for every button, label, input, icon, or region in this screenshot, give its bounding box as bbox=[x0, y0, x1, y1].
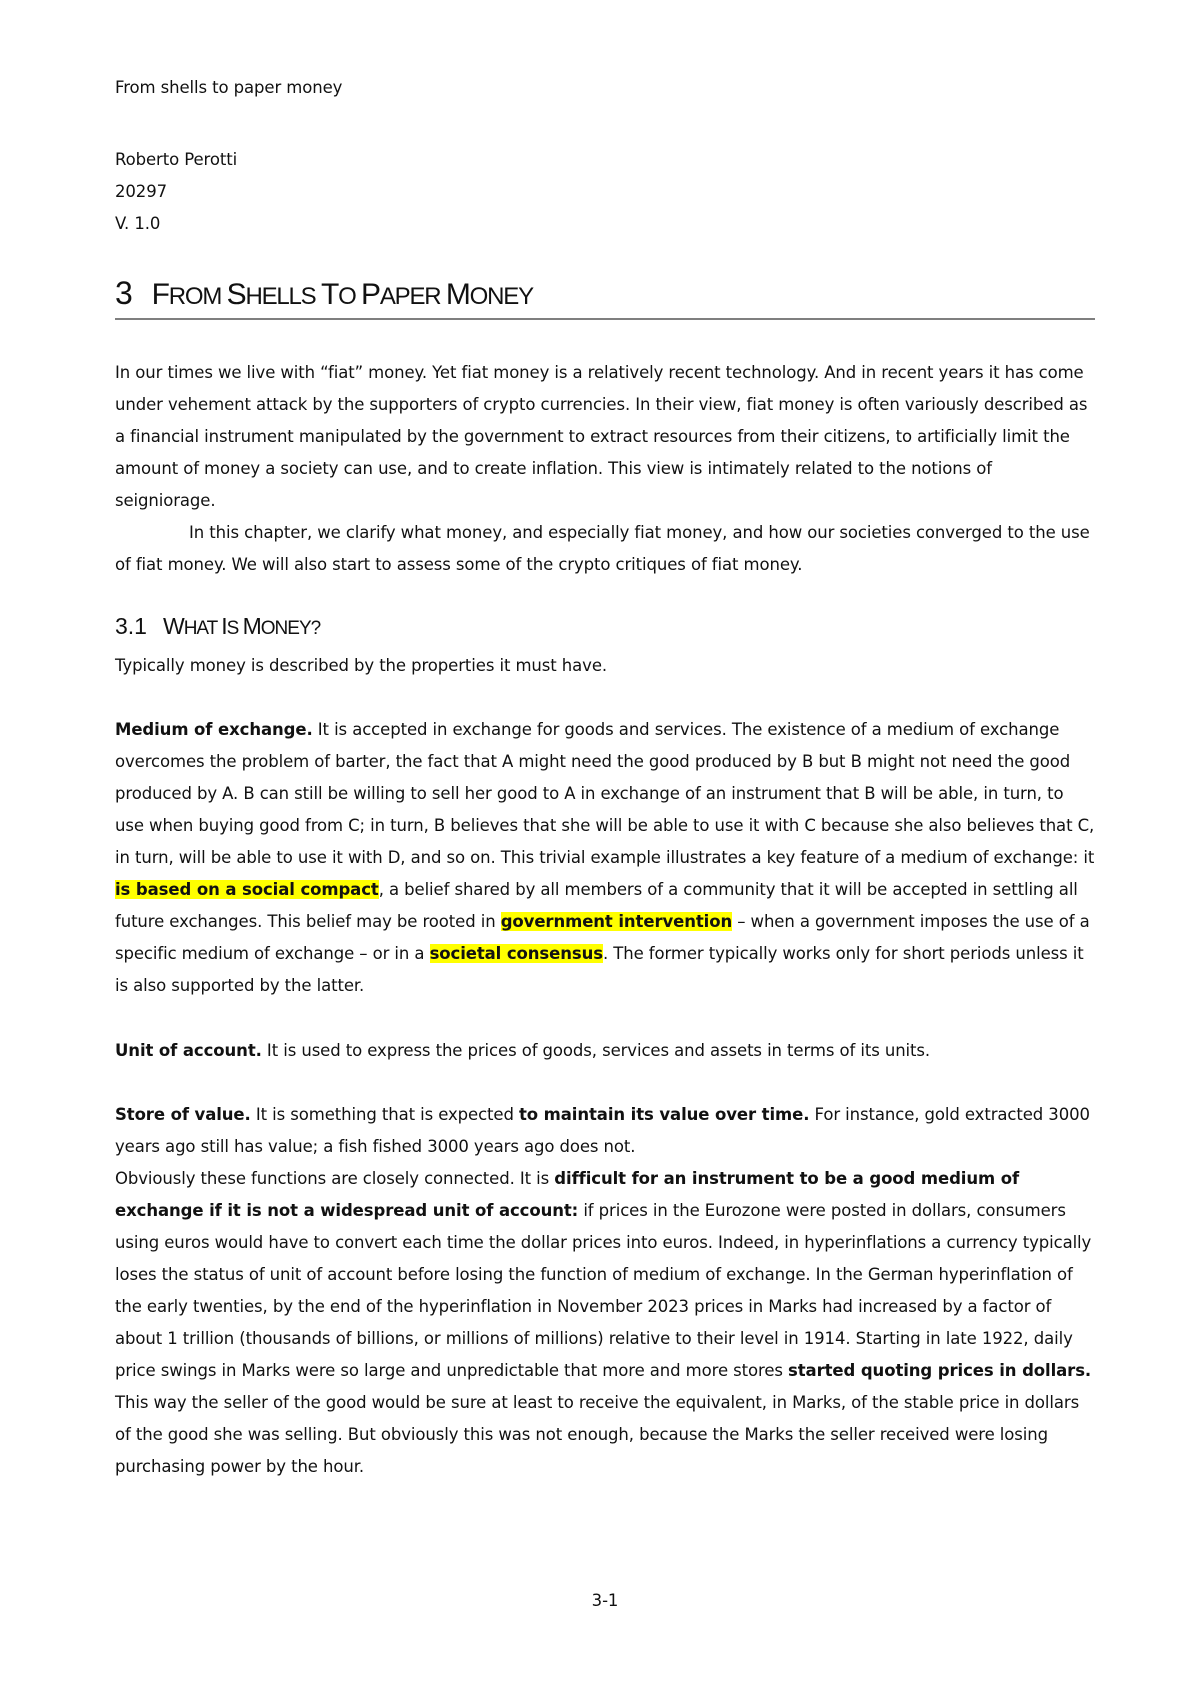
bold-phrase: difficult for an instrument to be a good medium of exchange if it is not a widespread unit of account: bbox=[115, 1169, 1020, 1220]
text-run: It is something that is expected bbox=[250, 1105, 519, 1124]
version-label: V. 1.0 bbox=[115, 214, 161, 233]
course-code: 20297 bbox=[115, 182, 167, 201]
text-run: Obviously these functions are closely connected. It is bbox=[115, 1169, 555, 1188]
highlight-government-intervention: government intervention bbox=[500, 912, 733, 931]
section-heading bbox=[115, 613, 320, 640]
intro-paragraph-1: In our times we live with “fiat” money. Yet fiat money is a relatively recent technology. And in recent years it has come under vehement attack by the supporters of crypto currencies. In their view, fiat money is often variously described as a financial instrument manipulated by the government to extract resources from their citizens, to artificially limit the amount of money a society can use, and to create inflation. This view is intimately related to the notions of seigniorage. bbox=[115, 363, 1088, 510]
bold-phrase: started quoting prices in dollars. bbox=[788, 1361, 1092, 1380]
running-header: From shells to paper money bbox=[115, 78, 343, 97]
section-number: 3.1 bbox=[115, 613, 147, 639]
author-name: Roberto Perotti bbox=[115, 150, 238, 169]
chapter-title: FROM SHELLS TO PAPER MONEY bbox=[151, 278, 533, 311]
unit-of-account-paragraph bbox=[115, 1035, 1095, 1067]
medium-of-exchange-term: Medium of exchange. bbox=[115, 720, 313, 739]
chapter-number: 3 bbox=[115, 275, 132, 311]
highlight-societal-consensus: societal consensus bbox=[429, 944, 603, 963]
store-of-value-paragraph bbox=[115, 1099, 1095, 1163]
functions-paragraph bbox=[115, 1163, 1095, 1483]
section-title: WHAT IS MONEY? bbox=[162, 613, 321, 639]
page-number: 3-1 bbox=[591, 1591, 619, 1610]
text-run: if prices in the Eurozone were posted in dollars, consumers using euros would have to convert each time the dollar prices into euros. Indeed, in hyperinflations a currency typically loses the status of unit of account before losing the function of medium of exchange. In the German hyperinflation of the early twenties, by the end of the hyperinflation in November 2023 prices in Marks had increased by a factor of about 1 trillion (thousands of billions, or millions of millions) relative to their level in 1914. Starting in late 1922, daily price swings in Marks were so large and unpredictable that more and more stores bbox=[115, 1201, 1092, 1380]
text-run: It is used to express the prices of goods, services and assets in terms of its units. bbox=[261, 1041, 931, 1060]
text-run: For instance, gold extracted 3000 years ago still has value; a fish fished 3000 years ago does not. bbox=[115, 1105, 1090, 1156]
text-run: , a belief shared by all members of a community that it will be accepted in settling all future exchanges. This belief may be rooted in bbox=[115, 880, 1078, 931]
text-run: It is accepted in exchange for goods and services. The existence of a medium of exchange overcomes the problem of barter, the fact that A might need the good produced by B but B might not need the good produced by A. B can still be willing to sell her good to A in exchange of an instrument that B will be able, in turn, to use when buying good from C; in turn, B believes that she will be able to use it with C because she also believes that C, in turn, will be able to use it with D, and so on. This trivial example illustrates a key feature of a medium of exchange: it bbox=[115, 720, 1095, 867]
highlight-social-compact: is based on a social compact bbox=[115, 880, 379, 899]
store-of-value-term: Store of value. bbox=[115, 1105, 251, 1124]
bold-phrase: to maintain its value over time. bbox=[519, 1105, 810, 1124]
unit-of-account-term: Unit of account. bbox=[115, 1041, 262, 1060]
text-run: This way the seller of the good would be sure at least to receive the equivalent, in Marks, of the stable price in dollars of the good she was selling. But obviously this was not enough, because the Marks the seller received were losing purchasing power by the hour. bbox=[115, 1393, 1080, 1476]
text-run: . The former typically works only for short periods unless it is also supported by the latter. bbox=[115, 944, 1084, 995]
intro-paragraph-2: In this chapter, we clarify what money, and especially fiat money, and how our societies converged to the use of fiat money. We will also start to assess some of the crypto critiques of fiat money. bbox=[115, 523, 1090, 574]
section-lead: Typically money is described by the properties it must have. bbox=[115, 656, 608, 675]
text-run: – when a government imposes the use of a specific medium of exchange – or in a bbox=[115, 912, 1090, 963]
chapter-heading bbox=[115, 275, 1095, 320]
medium-of-exchange-paragraph bbox=[115, 714, 1095, 1002]
